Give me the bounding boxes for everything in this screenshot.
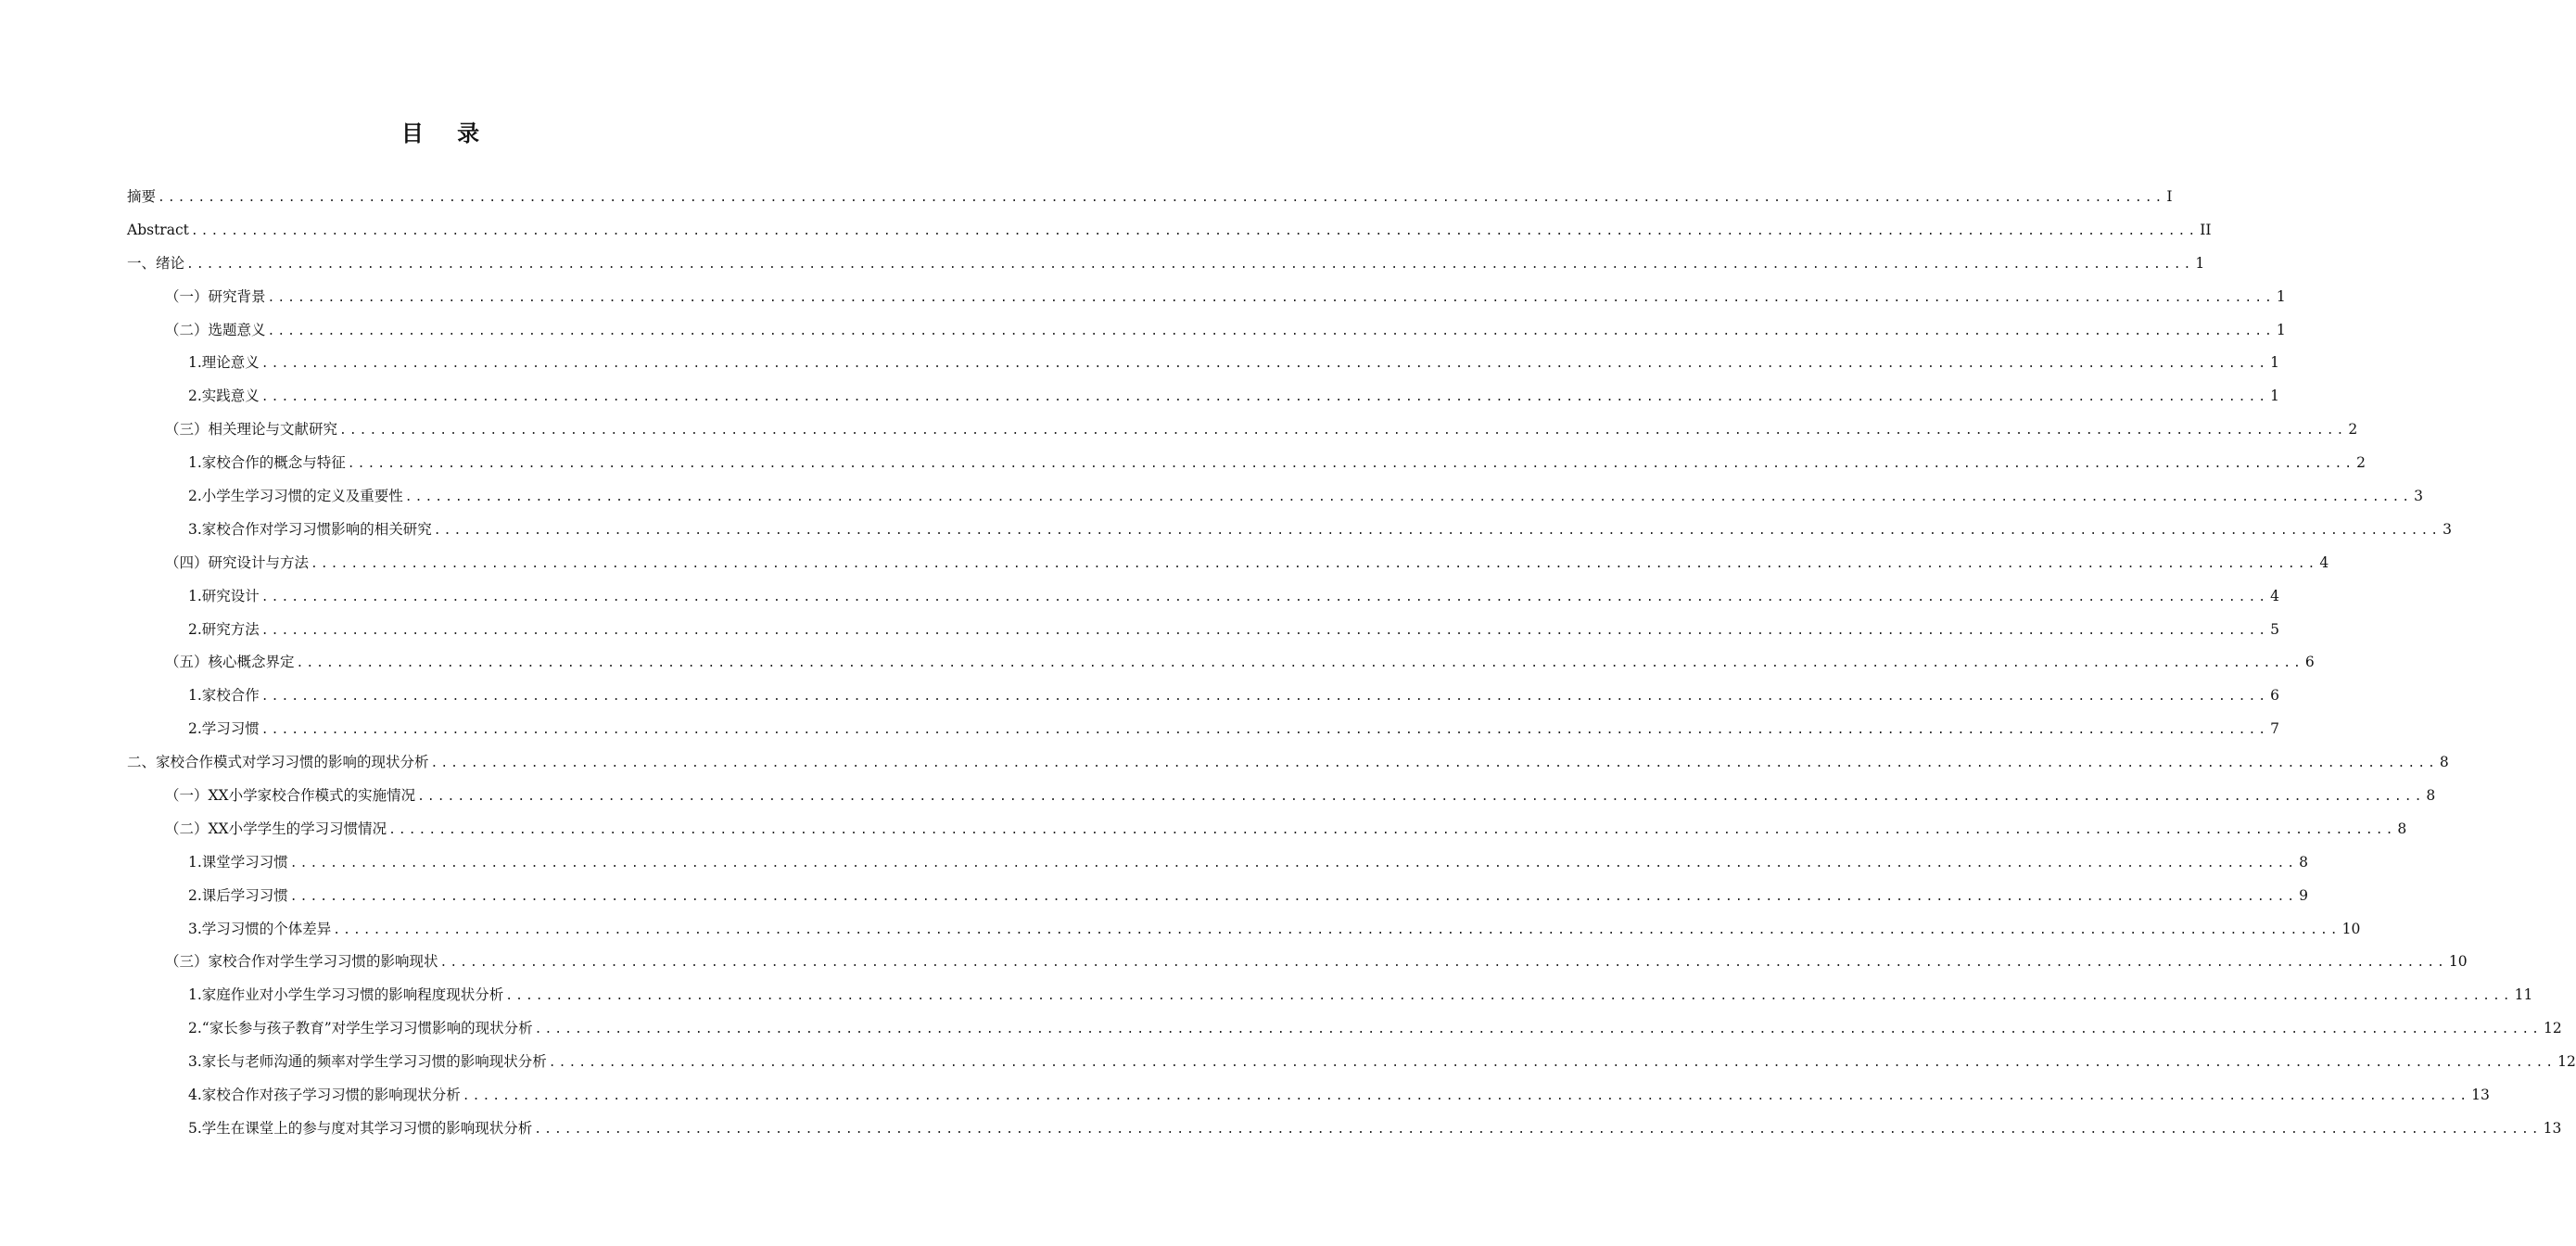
toc-dot-leader: ........................................................................................................................................................................................................ [260, 723, 2269, 738]
toc-entry[interactable] [127, 181, 2173, 214]
toc-entry[interactable] [127, 846, 2309, 880]
toc-entry[interactable] [127, 713, 2280, 746]
toc-entry[interactable] [127, 614, 2280, 647]
toc-entry[interactable] [127, 413, 2358, 447]
toc-page-number: 11 [2514, 986, 2533, 1004]
toc-entry[interactable] [127, 380, 2280, 413]
toc-page-number: 1 [2270, 388, 2280, 405]
toc-entry[interactable] [127, 214, 2212, 248]
toc-dot-leader: ........................................................................................................................................................................................................ [534, 1122, 2542, 1137]
toc-entry[interactable] [127, 1112, 2562, 1146]
toc-dot-leader: ........................................................................................................................................................................................................ [505, 989, 2513, 1004]
toc-entry[interactable] [127, 780, 2436, 813]
toc-dot-leader: ........................................................................................................................................................................................................ [462, 1089, 2470, 1104]
toc-entry-label: 1.理论意义 [188, 354, 260, 372]
toc-page-number: 2 [2348, 421, 2358, 439]
toc-entry-label: 2.小学生学习习惯的定义及重要性 [188, 488, 403, 505]
toc-dot-leader: ........................................................................................................................................................................................................ [289, 856, 2298, 871]
toc-entry-label: 4.家校合作对孩子学习习惯的影响现状分析 [188, 1087, 461, 1104]
toc-entry[interactable] [127, 646, 2315, 680]
toc-dot-leader: ........................................................................................................................................................................................................ [333, 922, 2341, 937]
toc-dot-leader: ........................................................................................................................................................................................................ [296, 656, 2303, 671]
toc-entry-label: 摘要 [127, 188, 157, 205]
toc-page-number: 8 [2397, 820, 2407, 837]
toc-entry-label: （三）相关理论与文献研究 [165, 421, 338, 439]
toc-page-number: 12 [2543, 1020, 2562, 1037]
toc-entry[interactable] [127, 347, 2280, 380]
toc-entry[interactable] [127, 746, 2449, 780]
toc-page-number: 7 [2270, 720, 2280, 738]
toc-entry[interactable] [127, 314, 2286, 348]
toc-dot-leader: ........................................................................................................................................................................................................ [260, 590, 2269, 604]
toc-entry-label: 1.家校合作的概念与特征 [188, 454, 346, 472]
toc-entry-label: （五）核心概念界定 [165, 654, 295, 671]
toc-entry-label: 1.研究设计 [188, 587, 260, 604]
toc-page-number: 6 [2270, 687, 2280, 705]
toc-dot-leader: ........................................................................................................................................................................................................ [260, 623, 2269, 638]
toc-entry[interactable] [127, 580, 2280, 614]
toc-page-number: 13 [2471, 1087, 2490, 1104]
toc-entry-label: 2.课后学习习惯 [188, 886, 288, 904]
toc-entry[interactable] [127, 514, 2453, 547]
toc-page-number: 3 [2443, 520, 2453, 538]
toc-entry-label: 3.家校合作对学习习惯影响的相关研究 [188, 520, 432, 538]
toc-entry[interactable] [127, 1046, 2576, 1079]
toc-dot-leader: ........................................................................................................................................................................................................ [311, 556, 2318, 571]
toc-dot-leader: ........................................................................................................................................................................................................ [339, 424, 2347, 439]
toc-entry-label: 1.家校合作 [188, 687, 260, 705]
toc-entry[interactable] [127, 447, 2367, 480]
toc-entry[interactable] [127, 813, 2407, 846]
toc-page-number: 4 [2319, 553, 2329, 571]
toc-entry[interactable] [127, 979, 2533, 1012]
toc-page-number: 1 [2276, 287, 2286, 305]
toc-page-number: 2 [2356, 454, 2367, 472]
toc-entry-label: （二）选题意义 [165, 321, 266, 338]
toc-page-number: 4 [2270, 587, 2280, 604]
toc-dot-leader: ........................................................................................................................................................................................................ [433, 523, 2442, 538]
toc-entry[interactable] [127, 547, 2329, 580]
toc-entry-label: （四）研究设计与方法 [165, 553, 310, 571]
toc-entry-label: （一）研究背景 [165, 287, 266, 305]
toc-dot-leader: ........................................................................................................................................................................................................ [289, 889, 2298, 904]
toc-dot-leader: ........................................................................................................................................................................................................ [430, 756, 2438, 771]
toc-page-number: 3 [2414, 488, 2424, 505]
toc-page-number: 13 [2543, 1119, 2562, 1137]
toc-page-number: 1 [2276, 321, 2286, 338]
toc-entry-label-text: 家校合作模式对学习习惯的影响的现状分析 [156, 754, 429, 771]
toc-entry[interactable] [127, 680, 2280, 713]
toc-dot-leader: ........................................................................................................................................................................................................ [417, 790, 2425, 805]
toc-entry-label: 二、 [127, 754, 157, 771]
toc-entry-label: Abstract [127, 221, 189, 238]
toc-dot-leader: ........................................................................................................................................................................................................ [190, 223, 2199, 238]
toc-entry[interactable] [127, 946, 2468, 979]
toc-entry-label: 2.学习习惯 [188, 720, 260, 738]
toc-dot-leader: ........................................................................................................................................................................................................ [267, 290, 2275, 305]
toc-entry-label: （三）家校合作对学生学习习惯的影响现状 [165, 953, 438, 971]
toc-page-number: 6 [2304, 654, 2315, 671]
toc-entry-label: 1.家庭作业对小学生学习习惯的影响程度现状分析 [188, 986, 504, 1004]
toc-page-number: 1 [2195, 254, 2205, 272]
toc-entry-label: 2.实践意义 [188, 388, 260, 405]
toc-dot-leader: ........................................................................................................................................................................................................ [548, 1056, 2557, 1071]
toc-entry[interactable] [127, 1079, 2490, 1112]
toc-entry-label: 一、绪论 [127, 254, 185, 272]
toc-entry-label: （一）XX小学家校合作模式的实施情况 [165, 787, 416, 805]
table-of-contents [127, 181, 2576, 1146]
toc-entry[interactable] [127, 880, 2309, 913]
toc-dot-leader: ........................................................................................................................................................................................................ [534, 1023, 2542, 1037]
toc-entry-label: （二）XX小学学生的学习习惯情况 [165, 820, 387, 837]
toc-page-number: 8 [2426, 787, 2436, 805]
toc-dot-leader: ........................................................................................................................................................................................................ [260, 690, 2269, 705]
toc-dot-leader: ........................................................................................................................................................................................................ [267, 324, 2275, 338]
toc-entry-label: 3.学习习惯的个体差异 [188, 920, 332, 937]
toc-dot-leader: ........................................................................................................................................................................................................ [439, 956, 2447, 971]
toc-page-number: 5 [2270, 620, 2280, 638]
toc-dot-leader: ........................................................................................................................................................................................................ [158, 191, 2165, 205]
toc-page-number: 1 [2270, 354, 2280, 372]
toc-page-number: I [2166, 188, 2173, 205]
toc-entry[interactable] [127, 480, 2424, 514]
toc-entry-label: 2.研究方法 [188, 620, 260, 638]
toc-entry-label: 2.“家长参与孩子教育”对学生学习习惯影响的现状分析 [188, 1020, 533, 1037]
toc-entry-label: 3.家长与老师沟通的频率对学生学习习惯的影响现状分析 [188, 1053, 547, 1071]
toc-dot-leader: ........................................................................................................................................................................................................ [260, 357, 2269, 372]
toc-page-number: 10 [2448, 953, 2468, 971]
toc-page-number: II [2200, 221, 2212, 238]
toc-page-number: 9 [2299, 886, 2309, 904]
toc-dot-leader: ........................................................................................................................................................................................................ [347, 457, 2355, 472]
toc-dot-leader: ........................................................................................................................................................................................................ [388, 822, 2396, 837]
toc-page-number: 10 [2341, 920, 2361, 937]
toc-entry-label: 5.学生在课堂上的参与度对其学习习惯的影响现状分析 [188, 1119, 533, 1137]
toc-dot-leader: ........................................................................................................................................................................................................ [260, 390, 2269, 405]
toc-entry[interactable] [127, 248, 2205, 281]
toc-entry[interactable] [127, 1012, 2562, 1046]
toc-dot-leader: ........................................................................................................................................................................................................ [404, 490, 2413, 505]
toc-entry[interactable] [127, 281, 2286, 314]
toc-page-number: 8 [2299, 853, 2309, 871]
page-title: 目 录 [400, 121, 493, 146]
toc-entry-label: 1.课堂学习习惯 [188, 853, 288, 871]
toc-page-number: 12 [2557, 1053, 2576, 1071]
toc-page-number: 8 [2439, 754, 2449, 771]
toc-dot-leader: ........................................................................................................................................................................................................ [186, 257, 2194, 272]
toc-entry[interactable] [127, 913, 2361, 947]
